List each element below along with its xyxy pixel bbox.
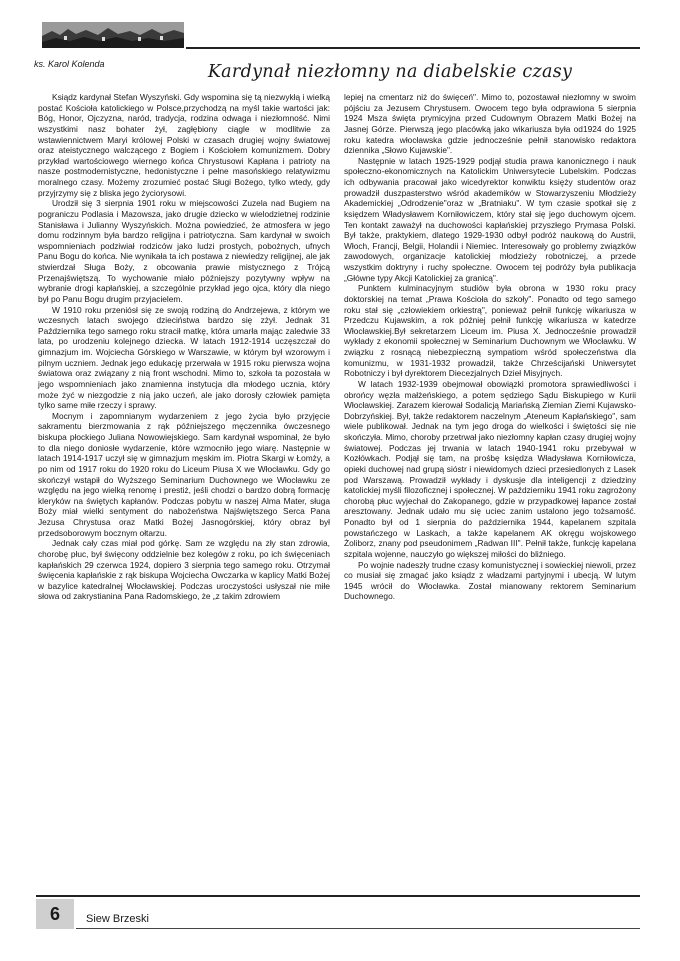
header-rule: [186, 47, 640, 49]
paragraph: Punktem kulminacyjnym studiów była obrona w 1930 roku pracy doktorskiej na temat „Prawa Kościoła do szkoły". Ponadto od tego samego roku stał się „człowiekiem orkiestrą", ponieważ pełnił funkcję wikariusza w Przedczu Kujawskim, a rok później pełnił funkcję wikariusza w katedrze Włocławskiej.Był sekretarzem Liceum im. Piusa X. Jednocześnie prowadził wykłady z ekonomii społecznej w Seminarium Duchownym we Włocławku. W związku z rosnącą niebezpieczną sympatiom wśród społeczeństwa dla komunizmu, w 1931-1932 prowadził, także Chrześcijański Uniwersytet Robotniczy i był dyrektorem Diecezjalnych Dzieł Misyjnych.: [344, 283, 636, 379]
paragraph: lepiej na cmentarz niż do święceń". Mimo to, pozostawał niezłomny w swoim pójściu za Jezusem Chrystusem. Owocem tego była odprawiona 5 sierpnia 1924 Msza święta prymicyjna przed Cudownym Obrazem Matki Bożej na Jasnej Górze. Pierwszą jego placówką jako wikariusza była od1924 do 1925 roku katedra włocławska gdzie jednocześnie pełnił stanowisko redaktora dziennika „Słowo Kujawskie".: [344, 92, 636, 156]
page-number: 6: [36, 899, 74, 929]
article-column-left: [38, 92, 330, 602]
article-author: ks. Karol Kolenda: [34, 59, 105, 69]
paragraph: Mocnym i zapomnianym wydarzeniem z jego życia było przyjęcie sakramentu bierzmowania z rąk późniejszego męczennika ówczesnego biskupa płockiego Juliana Nowowiejskiego. Sam kardynał wspominał, że było to dla niego doniosłe wydarzenie, które wzmocniło jego wiarę. Następnie w latach 1914-1917 uczył się w gimnazjum męskim im. Piotra Skargi w Łomży, a po nim od 1917 roku do 1920 roku do Liceum Piusa X we Włocławku. Gdy go skończył wstąpił do Wyższego Seminarium Duchownego we Włocławku ze względu na jego wielką renomę i prestiż, jeśli chodzi o bardzo dobrą formację kleryków na świętych kapłanów. Podczas pobytu w naszej Alma Mater, sługa Boży miał wielki sentyment do nabożeństwa Najświętszego Serca Pana Jezusa Chrystusa oraz Matki Bożej Jasnogórskiej, który obraz był przedsoborowym bocznym ołtarzu.: [38, 410, 330, 538]
paragraph: Urodził się 3 sierpnia 1901 roku w miejscowości Zuzela nad Bugiem na pograniczu Podlasia i Mazowsza, jako drugie dziecko w wielodzietnej rodzinie Stanisława i Julianny Wyszyńskich. Można powiedzieć, że atmosfera w jego domu rodzinnym była bardzo religijna i patriotyczna. Sam kardynał w swoich wspomnieniach podziwiał rodziców jako ludzi prostych, pobożnych, ufnych Panu Bogu do końca. Nie wynikała ta ich postawa z niewiedzy religijnej, ale jak stwierdzał Sługa Boży, z obcowania prawie mistycznego z Trójcą Przenajświętszą. To wychowanie miało późniejszy pozytywny wpływ na wybranie drogi kapłańskiej, a szczególnie przykład jego ojca, który dla niego był po Panu Bogu drugim przyjacielem.: [38, 198, 330, 304]
header-photo: [42, 22, 184, 48]
paragraph: Po wojnie nadeszły trudne czasy komunistycznej i sowieckiej niewoli, przez co musiał się zmagać jako ksiądz z władzami partyjnymi i ubecją. W lutym 1945 wrócił do Włocławka. Został mianowany rektorem Seminarium Duchownego.: [344, 559, 636, 602]
article-title: Kardynał niezłomny na diabelskie czasy: [207, 62, 573, 82]
paragraph: Ksiądz kardynał Stefan Wyszyński. Gdy wspomina się tą niezwykłą i wielką postać Kościoła katolickiego w Polsce,przychodzą na myśl takie wartości jak: Bóg, Honor, Ojczyzna, naród, tradycja, rodzina odwaga i niezłomność. Nimi wszystkimi nasz bohater żył, zagłębiony ciągle w modlitwie za wstawiennictwem Maryi królowej Polski w czasach drugiej wojny światowej oraz ateistycznego walczącego z Bogiem i Kościołem komunizmem. Dobry przykład wartościowego wiernego końca Chrystusowi Kapłana i patrioty na nasze postmodernistyczne, hedonistyczne i pełne masońskiego relatywizmu moralnego czasy. Możemy zrozumieć postać Sługi Bożego, tylko wtedy, gdy przyjrzymy się z bliska jego życiorysowi.: [38, 92, 330, 198]
paragraph: W 1910 roku przeniósł się ze swoją rodziną do Andrzejewa, z którym we wczesnych latach swojego dzieciństwa bardzo się zżył. Jednak 31 Października tego samego roku stracił matkę, która umarła mając zaledwie 33 lata, po urodzeniu kolejnego dziecka. W latach 1912-1914 uczęszczał do gimnazjum im. Wojciecha Górskiego w Warszawie, w którym był wzorowym i pilnym uczniem. Jednak jego edukację przerwała w 1915 roku pierwsza wojna światowa oraz związany z nią front wschodni. Mimo to, szkoła ta pozostała w jego wspomnieniach jako znamienna instytucja dla młodego ucznia, który może żyć w niezgodzie z nią jako uczeń, ale jako dorosły człowiek pamięta tylko same miłe rzeczy i sprawy.: [38, 304, 330, 411]
footer-rule-bottom: [76, 928, 640, 929]
paragraph: Jednak cały czas miał pod górkę. Sam ze względu na zły stan zdrowia, chorobę płuc, był święcony oddzielnie bez kolegów z roku, po ich święceniach kapłańskich 29 czerwca 1924, dopiero 3 sierpnia tego samego roku. Otrzymał święcenia kapłańskie z rąk biskupa Wojciecha Owczarka w kaplicy Matki Bożej w bazylice katedralnej Włocławskiej. Podczas uroczystości usłyszał nie miłe słowa od zakrystianina Pana Radomskiego, że „z takim zdrowiem: [38, 538, 330, 602]
footer-rule: [36, 895, 640, 897]
publication-name: Siew Brzeski: [86, 913, 149, 925]
rooftops-image: [42, 22, 184, 48]
paragraph: Następnie w latach 1925-1929 podjął studia prawa kanonicznego i nauk społeczno-ekonomicznych na Katolickim Uniwersytecie Lubelskim. Podczas ich odbywania pracował jako wicedyrektor konwiktu księży studentów oraz prowadził duszpasterstwo wśród akademików w Stowarzyszeniu Młodzieży Akademickiej „Odrodzenie"oraz w „Bratniaku". W tym czasie spotkał się z księdzem Władysławem Korniłowiczem, który stał się jego duchowym ojcem. Ten kontakt zaważył na duchowości kapłańskiej przyszłego Prymasa Polski. Był także, praktykiem, dlatego 1929-1930 odbył podróż naukową do Austrii, Włoch, Francji, Belgii, Holandii i Niemiec. Interesowały go problemy związków zawodowych, organizacje katolickiej młodzieży robotniczej, a przede wszystkim doktryny i ruchy społeczne. Owocem tej podróży była publikacja „Główne typy Akcji Katolickiej za granicą".: [344, 155, 636, 283]
article-column-right: [344, 92, 636, 602]
paragraph: W latach 1932-1939 obejmował obowiązki promotora sprawiedliwości i obrońcy węzła małżeńskiego, a potem sędziego Sądu Biskupiego w Kurii Włocławskiej. Zarazem kierował Sodalicją Mariańską Ziemian Ziemi Kujawsko-Dobrzyńskiej. Był, także redaktorem naczelnym „Ateneum Kapłańskiego", sam wiele publikował. Jednak na tym jego droga do wielkości i świętości się nie skończyła. Mimo, choroby przetrwał jako niezłomny kapłan czasy drugiej wojny światowej. Podczas jej trwania w latach 1940-1941 roku przebywał w Kozłówkach. Podjął się tam, na prośbę księdza Władysława Korniłowicza, opieki duchowej nad grupą sióstr i niewidomych dzieci przesiedlonych z Lasek pod Warszawą. Prowadził wykłady i dyskusje dla inteligencji z dziedziny katolickiej myśli filozoficznej i społecznej. W październiku 1941 roku zagrożony chorobą płuc wyjechał do Zakopanego, gdzie w przypadkowej łapance został aresztowany. Jednak udało mu się uciec zanim ustalono jego tożsamość. Ponadto był od 1 sierpnia do października 1944, kapelanem szpitala powstańczego w Laskach, a także kapelanem AK okręgu wojskowego Żoliborz, znany pod pseudonimem „Radwan III". Pełnił także, funkcję kapelana szpitala wojenne, nauczyło go większej miłości do bliźniego.: [344, 378, 636, 559]
